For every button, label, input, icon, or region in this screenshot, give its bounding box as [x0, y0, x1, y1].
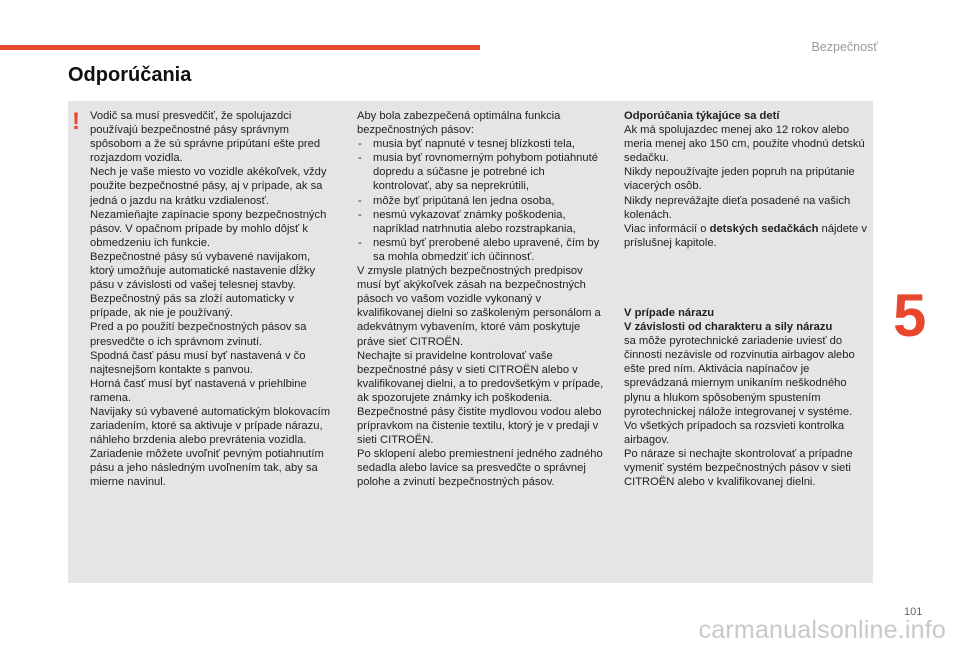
top-accent-bar: [0, 45, 480, 50]
paragraph: Nechajte si pravidelne kontrolovať vaše bezpečnostné pásy v sieti CITROËN alebo v kvalifikovanej dielni, a to predovšetkým v prípade, ak spozorujete známky ich poškodenia.: [357, 349, 604, 404]
more-info-prefix: Viac informácií o: [624, 222, 710, 235]
list-item: - nesmú vykazovať známky poškodenia, napríklad natrhnutia alebo rozstrapkania,: [357, 208, 605, 236]
list-item: - nesmú byť prerobené alebo upravené, čím by sa mohla obmedziť ich účinnosť.: [357, 236, 605, 264]
paragraph: sa môže pyrotechnické zariadenie uviesť do činnosti nezávisle od rozvinutia airbagov alebo ešte pred ním. Aktivácia napínačov je sprevádzaná miernym unikaním neškodného plynu a hlukom spôsobeným spustením pyrotechnickej náložе integrovanej v systéme.: [624, 335, 855, 418]
paragraph: Ak má spolujazdec menej ako 12 rokov alebo meria menej ako 150 cm, použite vhodnú detskú sedačku.: [624, 124, 865, 165]
more-info-suffix: nájdete v príslušnej kapitole.: [624, 222, 867, 249]
paragraph: Spodná časť pásu musí byť nastavená v čo najtesnejšom kontakte s panvou.: [90, 349, 306, 376]
list-item: - môže byť pripútaná len jedna osoba,: [357, 194, 605, 208]
page-number: 101: [904, 606, 923, 618]
content-panel: [68, 101, 873, 583]
paragraph: Bezpečnostné pásy čistite mydlovou vodou alebo prípravkom na čistenie textilu, ktorý je v predaji v sieti CITROËN.: [357, 405, 602, 447]
child-seats-reference: detských sedačkách: [709, 222, 819, 235]
requirements-list: [357, 137, 605, 264]
column-warning: [90, 109, 333, 490]
paragraph: Po sklopení alebo premiestnení jedného zadného sedadla alebo lavice sa presvedčte o správnej polohe a zvinutí bezpečnostných pásov.: [357, 448, 603, 489]
paragraph: Bezpečnostné pásy sú vybavené navijakom, ktorý umožňuje automatické nastavenie dĺžky pásu v závislosti od vašej telesnej stavby. Bezpečnostný pás sa zloží automaticky v prípade, ak nie je používaný.: [90, 250, 316, 320]
paragraph: Nezamieňajte zapínacie spony bezpečnostných pásov. V opačnom prípade by mohlo dôjsť k obmedzeniu ich funkcie.: [90, 208, 327, 249]
crash-heading: V prípade nárazu: [624, 306, 715, 319]
chapter-number: 5: [893, 282, 927, 349]
paragraph: Nikdy nepoužívajte jeden popruh na pripútanie viacerých osôb.: [624, 166, 855, 193]
paragraph: Po náraze si nechajte skontrolovať a prípadne vymeniť systém bezpečnostných pásov v sieti CITROËN alebo v kvalifikovanej dielni.: [624, 447, 853, 489]
crash-subheading: V závislosti od charakteru a sily nárazu: [624, 321, 833, 334]
section-label: Bezpečnosť: [811, 40, 878, 54]
page-title: Odporúčania: [68, 64, 192, 86]
column-children-crash: [624, 109, 870, 489]
paragraph: Vo všetkých prípadoch sa rozsvieti kontrolka airbagov.: [624, 419, 845, 446]
spacer: [624, 250, 870, 306]
paragraph: Nikdy neprevážajte dieťa posadené na vašich kolenách.: [624, 194, 851, 221]
list-item: - musia byť napnuté v tesnej blízkosti tela,: [357, 137, 605, 151]
children-heading: Odporúčania týkajúce sa detí: [624, 110, 780, 122]
exclamation-warning-icon: !: [72, 108, 80, 135]
watermark: carmanualsonline.info: [698, 616, 946, 644]
column-belt-function: [357, 109, 605, 490]
paragraph: Nech je vaše miesto vo vozidle akékoľvek, vždy použite bezpečnostné pásy, aj v prípade, ak sa jedná o jazdu na krátku vzdialenosť.: [90, 166, 327, 207]
more-info-paragraph: [624, 222, 870, 250]
paragraph: Navijaky sú vybavené automatickým blokovacím zariadením, ktoré sa aktivuje v prípade nárazu, náhleho brzdenia alebo prevrátenia vozidla. Zariadenie môžete uvoľniť pevným potiahnutím pásu a jeho následným uvoľnením tak, aby sa mierne navinul.: [90, 405, 331, 489]
paragraph: Pred a po použití bezpečnostných pásov sa presvedčte o ich správnom zvinutí.: [90, 321, 307, 348]
paragraph: Horná časť musí byť nastavená v priehlbine ramena.: [90, 377, 307, 404]
list-item: - musia byť rovnomerným pohybom potiahnuté dopredu a súčasne je potrebné ich kontrolovať, aby sa neprekrútili,: [357, 151, 605, 193]
intro-text: Aby bola zabezpečená optimálna funkcia bezpečnostných pásov:: [357, 110, 561, 137]
paragraph: Vodič sa musí presvedčiť, že spolujazdci používajú bezpečnostné pásy správnym spôsobom a že sú správne pripútaní ešte pred rozjazdom vozidla.: [90, 110, 321, 165]
paragraph: V zmysle platných bezpečnostných predpisov musí byť akýkoľvek zásah na bezpečnostných pásoch vo vašom vozidle vykonaný v kvalifikovanej dielni so zaškoleným personálom a adekvátnym vybavením, ktoré vám poskytuje práve sieť CITROËN.: [357, 265, 601, 348]
